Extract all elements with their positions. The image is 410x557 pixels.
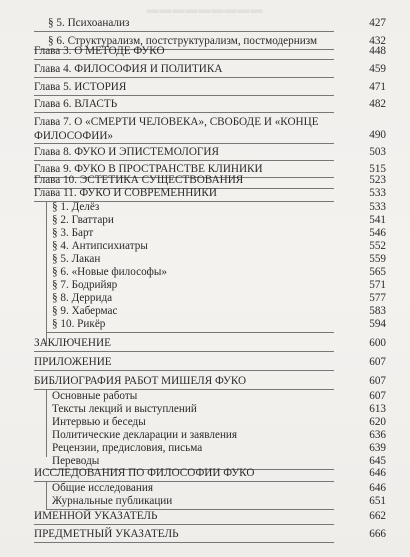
- toc-entry-page: 533: [369, 201, 386, 213]
- toc-rule: [34, 77, 334, 78]
- toc-entry-title: § 9. Хабермас: [52, 305, 118, 317]
- toc-entry-page: 459: [369, 63, 386, 75]
- toc-entry-page: 666: [369, 528, 386, 540]
- toc-rule: [34, 31, 334, 32]
- toc-entry-title: § 8. Деррида: [52, 292, 113, 304]
- section-bracket-line: [46, 389, 47, 457]
- toc-entry-page: 607: [369, 356, 386, 368]
- toc-entry-page: 607: [369, 375, 386, 387]
- toc-entry-title: Глава 9. ФУКО В ПРОСТРАНСТВЕ КЛИНИКИ: [34, 163, 263, 175]
- toc-entry-title: § 5. Психоанализ: [48, 17, 130, 29]
- toc-entry-page: 645: [369, 455, 386, 467]
- toc-entry-title: Интервью и беседы: [52, 416, 146, 428]
- toc-entry-page: 636: [369, 429, 386, 441]
- toc-entry-page: 559: [369, 253, 386, 265]
- toc-entry-title: ЗАКЛЮЧЕНИЕ: [34, 337, 111, 349]
- toc-entry-title: ПРЕДМЕТНЫЙ УКАЗАТЕЛЬ: [34, 528, 179, 540]
- toc-entry-title: § 5. Лакан: [52, 253, 101, 265]
- toc-entry-title: Глава 8. ФУКО И ЭПИСТЕМОЛОГИЯ: [34, 146, 219, 158]
- toc-entry-title: Глава 3. О МЕТОДЕ ФУКО: [34, 45, 165, 57]
- toc-entry-page: 546: [369, 227, 386, 239]
- toc-entry-title: § 10. Рикёр: [52, 318, 106, 330]
- toc-entry-page: 620: [369, 416, 386, 428]
- toc-entry-page: 651: [369, 495, 386, 507]
- toc-entry-title: § 4. Антипсихиатры: [52, 240, 148, 252]
- toc-entry-title: Глава 4. ФИЛОСОФИЯ И ПОЛИТИКА: [34, 63, 223, 75]
- toc-entry-title: Глава 10. ЭСТЕТИКА СУЩЕСТВОВАНИЯ: [34, 174, 244, 186]
- toc-entry-title: ИМЕННОЙ УКАЗАТЕЛЬ: [34, 510, 158, 522]
- toc-entry-page: 552: [369, 240, 386, 252]
- toc-entry-page: 607: [369, 390, 386, 402]
- toc-entry-page: 583: [369, 305, 386, 317]
- toc-entry-title: Основные работы: [52, 390, 138, 402]
- toc-entry-title: БИБЛИОГРАФИЯ РАБОТ МИШЕЛЯ ФУКО: [34, 375, 247, 387]
- toc-entry-title: § 2. Гваттари: [52, 214, 114, 226]
- toc-rule: [34, 95, 334, 96]
- toc-entry-title: § 6. Структурализм, постструктурализм, постмодернизм: [48, 35, 318, 47]
- toc-entry-title: § 7. Бодрийяр: [52, 279, 118, 291]
- section-bracket-line: [46, 481, 47, 509]
- toc-entry-page: 646: [369, 467, 386, 479]
- toc-rule: [34, 542, 334, 543]
- toc-entry-page: 541: [369, 214, 386, 226]
- toc-entry-title: § 1. Делёз: [52, 201, 100, 213]
- toc-entry-page: 490: [369, 129, 386, 141]
- toc-entry-title: § 3. Барт: [52, 227, 94, 239]
- toc-entry-page: 523: [369, 174, 386, 186]
- toc-entry-page: 594: [369, 318, 386, 330]
- toc-entry-page: 639: [369, 442, 386, 454]
- toc-entry-page: 600: [369, 337, 386, 349]
- toc-entry-title: Глава 5. ИСТОРИЯ: [34, 81, 127, 93]
- toc-rule: [34, 370, 334, 371]
- bleed-through-text: ▬▬▬▬▬▬▬▬▬: [146, 2, 264, 16]
- toc-entry-page: 432: [369, 35, 386, 47]
- toc-entry: [34, 116, 386, 144]
- toc-rule: [46, 332, 334, 333]
- toc-entry-title: Глава 6. ВЛАСТЬ: [34, 98, 118, 110]
- toc-rule: [34, 59, 334, 60]
- toc-entry-page: 565: [369, 266, 386, 278]
- section-bracket-line: [46, 201, 47, 344]
- toc-entry-title: Тексты лекций и выступлений: [52, 403, 197, 415]
- toc-entry-page: 448: [369, 45, 386, 57]
- toc-entry-title: Рецензии, предисловия, письма: [52, 442, 203, 454]
- toc-entry-page: 482: [369, 98, 386, 110]
- toc-rule: [34, 143, 334, 144]
- toc-entry-title: Глава 11. ФУКО И СОВРЕМЕННИКИ: [34, 187, 217, 199]
- toc-entry-page: 471: [369, 81, 386, 93]
- toc-entry-page: 571: [369, 279, 386, 291]
- toc-entry-page: 662: [369, 510, 386, 522]
- toc-rule: [34, 112, 334, 113]
- toc-entry-page: 533: [369, 187, 386, 199]
- toc-entry-title: Переводы: [52, 455, 100, 467]
- toc-rule: [34, 160, 334, 161]
- toc-entry-page: 503: [369, 146, 386, 158]
- toc-rule: [34, 351, 334, 352]
- toc-entry-title: Общие исследования: [52, 482, 153, 494]
- toc-entry-title: ИССЛЕДОВАНИЯ ПО ФИЛОСОФИИ ФУКО: [34, 467, 255, 479]
- toc-entry-page: 577: [369, 292, 386, 304]
- toc-entry-title: Журнальные публикации: [52, 495, 173, 507]
- toc-entry-title: ПРИЛОЖЕНИЕ: [34, 356, 112, 368]
- toc-entry-page: 427: [369, 17, 386, 29]
- toc-rule: [34, 524, 334, 525]
- toc-entry-page: 646: [369, 482, 386, 494]
- toc-entry-page: 515: [369, 163, 386, 175]
- toc-entry-page: 613: [369, 403, 386, 415]
- toc-entry-title: Глава 7. О «СМЕРТИ ЧЕЛОВЕКА», СВОБОДЕ И «КОНЦЕ ФИЛОСОФИИ»: [34, 116, 319, 142]
- toc-entry-title: Политические декларации и заявления: [52, 429, 238, 441]
- toc-entry-title: § 6. «Новые философы»: [52, 266, 168, 278]
